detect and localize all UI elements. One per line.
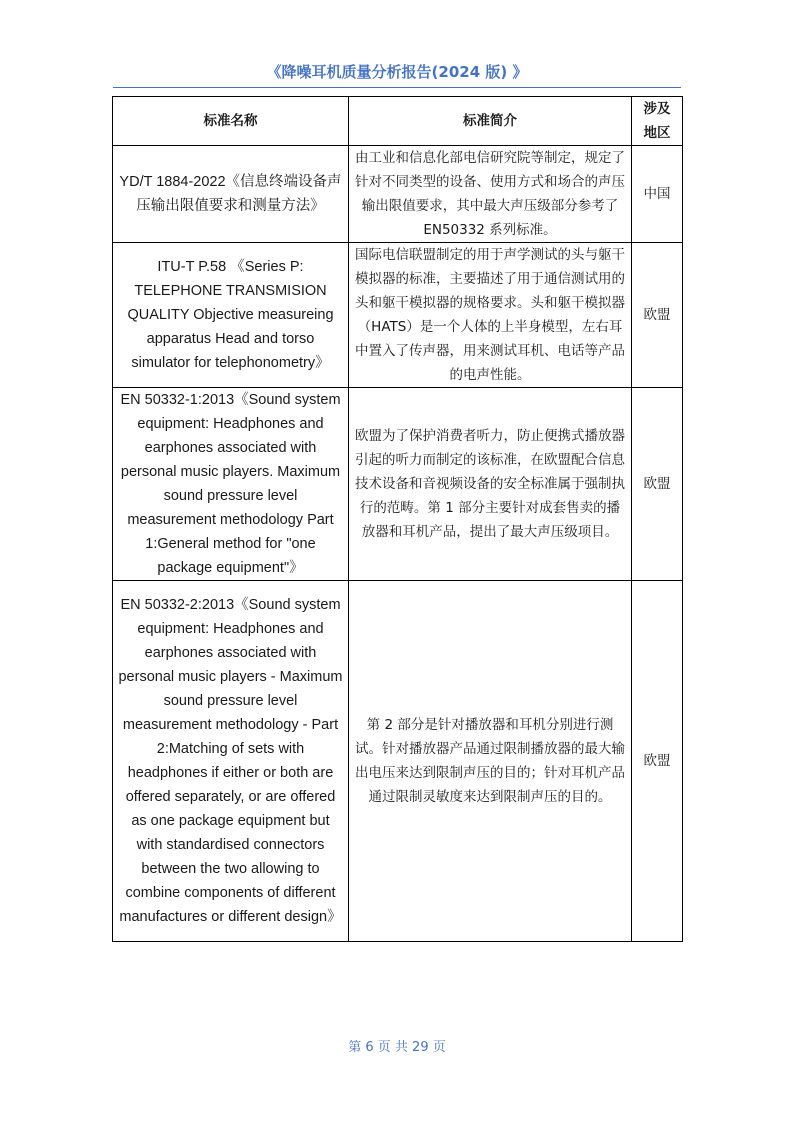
header-divider — [113, 87, 681, 88]
column-header-name: 标准名称 — [113, 97, 349, 146]
table-row — [113, 243, 683, 388]
table-row — [113, 146, 683, 243]
standard-name-cell: EN 50332-1:2013《Sound system equipment: Headphones and earphones associated with personal music players. Maximum sound pressure level measurement methodology Part 1:General method for "one package equipment"》 — [113, 388, 349, 581]
report-title: 《降噪耳机质量分析报告(2024 版) 》 — [266, 63, 528, 81]
standard-name-cell: EN 50332-2:2013《Sound system equipment: Headphones and earphones associated with personal music players - Maximum sound pressure level measurement methodology - Part 2:Matching of sets with headphones if either or both are offered separately, or are offered as one package equipment but with standardised connectors between the two allowing to combine components of different manufactures or different design》 — [113, 581, 349, 942]
table-row — [113, 388, 683, 581]
standard-desc-cell: 第 2 部分是针对播放器和耳机分别进行测试。针对播放器产品通过限制播放器的最大输出电压来达到限制声压的目的；针对耳机产品通过限制灵敏度来达到限制声压的目的。 — [349, 581, 632, 942]
standard-region-cell: 欧盟 — [632, 388, 683, 581]
standard-desc-cell: 由工业和信息化部电信研究院等制定，规定了针对不同类型的设备、使用方式和场合的声压输出限值要求，其中最大声压级部分参考了 EN50332 系列标准。 — [349, 146, 632, 243]
page-number: 第 6 页 共 29 页 — [348, 1040, 446, 1055]
table-row — [113, 581, 683, 942]
column-header-region: 涉及地区 — [632, 97, 683, 146]
standard-name-cell: ITU-T P.58 《Series P: TELEPHONE TRANSMISION QUALITY Objective measureing apparatus Head and torso simulator for telephonometry》 — [113, 243, 349, 388]
standard-region-cell: 欧盟 — [632, 243, 683, 388]
table-header-row — [113, 97, 683, 146]
standards-table — [112, 96, 683, 942]
standard-desc-cell: 欧盟为了保护消费者听力，防止便携式播放器引起的听力而制定的该标准，在欧盟配合信息技术设备和音视频设备的安全标准属于强制执行的范畴。第 1 部分主要针对成套售卖的播放器和耳机产品，提出了最大声压级项目。 — [349, 388, 632, 581]
column-header-desc: 标准简介 — [349, 97, 632, 146]
standard-region-cell: 欧盟 — [632, 581, 683, 942]
standard-region-cell: 中国 — [632, 146, 683, 243]
standard-name-cell: YD/T 1884-2022《信息终端设备声压输出限值要求和测量方法》 — [113, 146, 349, 243]
standard-desc-cell: 国际电信联盟制定的用于声学测试的头与躯干模拟器的标准，主要描述了用于通信测试用的头和躯干模拟器的规格要求。头和躯干模拟器（HATS）是一个人体的上半身模型，左右耳中置入了传声器，用来测试耳机、电话等产品的电声性能。 — [349, 243, 632, 388]
